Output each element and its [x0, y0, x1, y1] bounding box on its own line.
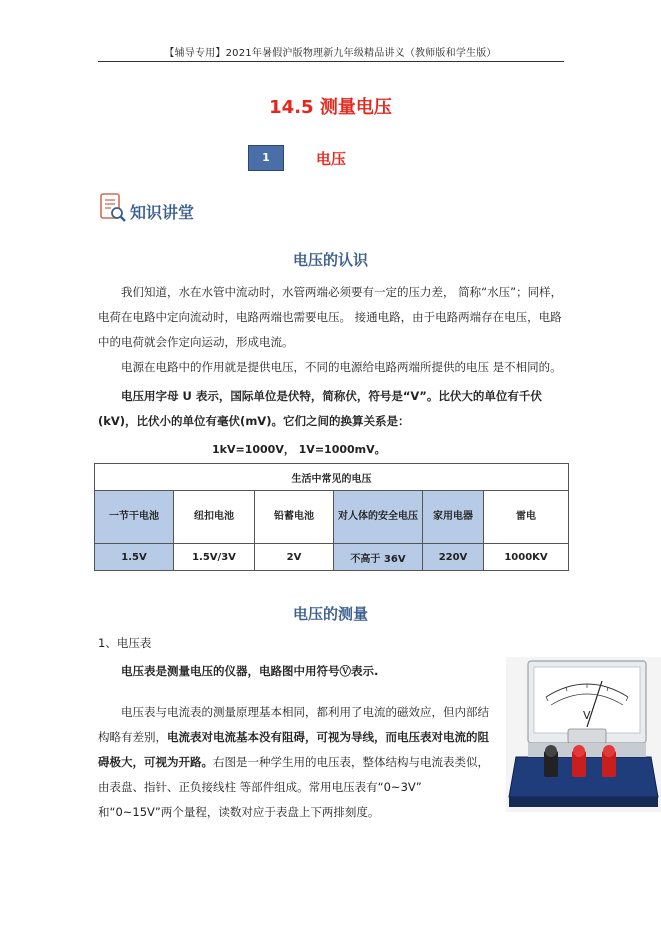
table-header-cell: 一节干电池 [95, 491, 174, 544]
table-value-cell: 1.5V [95, 544, 174, 571]
page-title: 14.5 测量电压 [269, 97, 392, 118]
item-label-voltmeter: 1、电压表 [98, 636, 152, 650]
common-voltage-table [94, 463, 569, 571]
header-rule [98, 61, 564, 62]
page-header: 【辅导专用】2021年暑假沪版物理新九年级精品讲义（教师版和学生版） [164, 48, 497, 59]
knowledge-title: 知识讲堂 [130, 203, 195, 222]
table-header-cell: 雷电 [484, 491, 569, 544]
table-value-cell: 不高于 36V [334, 544, 423, 571]
paragraph-power-source: 电源在电路中的作用就是提供电压，不同的电源给电路两端所提供的电压 是不相同的。 [121, 360, 562, 374]
table-value-cell: 1000KV [484, 544, 569, 571]
paragraph-units: 电压用字母 U 表示，国际单位是伏特，简称伏，符号是“V”。比伏大的单位有千伏(kV)，比伏小的单位有毫伏(mV)。它们之间的换算关系是： [98, 389, 542, 428]
table-header-cell: 铅蓄电池 [255, 491, 334, 544]
voltmeter-body-bold: 电流表对电流基本没有阻碍，可视为导线，而电压表对电流的阻碍极大，可视为开路。 [98, 730, 489, 769]
paragraph-water-analogy: 我们知道，水在水管中流动时，水管两端必须要有一定的压力差， 简称“水压”；同样，电荷在电路中定向流动时，电路两端也需要电压。 接通电路，由于电路两端存在电压，电路中的电荷就会作定向运动，形成电流。 [98, 285, 563, 349]
voltmeter-body-b: 右图是一种学生用的电压表，整体结构与电流表类似，由表盘、指针、正负接线柱 等部件组成。常用电压表有“0~3V” 和“0~15V”两个量程，读数对应于表盘上下两排刻度。 [98, 755, 489, 819]
voltmeter-dial-label: V [583, 709, 591, 722]
table-value-cell: 220V [423, 544, 484, 571]
voltmeter-photo [506, 657, 661, 812]
voltmeter-body-a: 电压表与电流表的测量原理基本相同，都利用了电流的磁效应，但内部结构略有差别， [98, 705, 489, 744]
table-value-cell: 1.5V/3V [174, 544, 255, 571]
table-value-cell: 2V [255, 544, 334, 571]
table-header-cell: 纽扣电池 [174, 491, 255, 544]
paragraph-voltmeter-intro: 电压表是测量电压的仪器，电路图中用符号Ⓥ表示. [121, 664, 379, 678]
subsection-measurement: 电压的测量 [292, 605, 368, 623]
table-caption: 生活中常见的电压 [95, 464, 569, 491]
section-title: 电压 [316, 150, 347, 168]
subsection-recognition: 电压的认识 [292, 251, 368, 269]
section-number-badge: 1 [248, 145, 284, 171]
table-header-cell: 家用电器 [423, 491, 484, 544]
table-header-cell: 对人体的安全电压 [334, 491, 423, 544]
paragraph-voltmeter-body [98, 700, 498, 825]
unit-conversion-formula: 1kV=1000V， 1V=1000mV。 [212, 443, 386, 456]
knowledge-icon [100, 193, 126, 223]
